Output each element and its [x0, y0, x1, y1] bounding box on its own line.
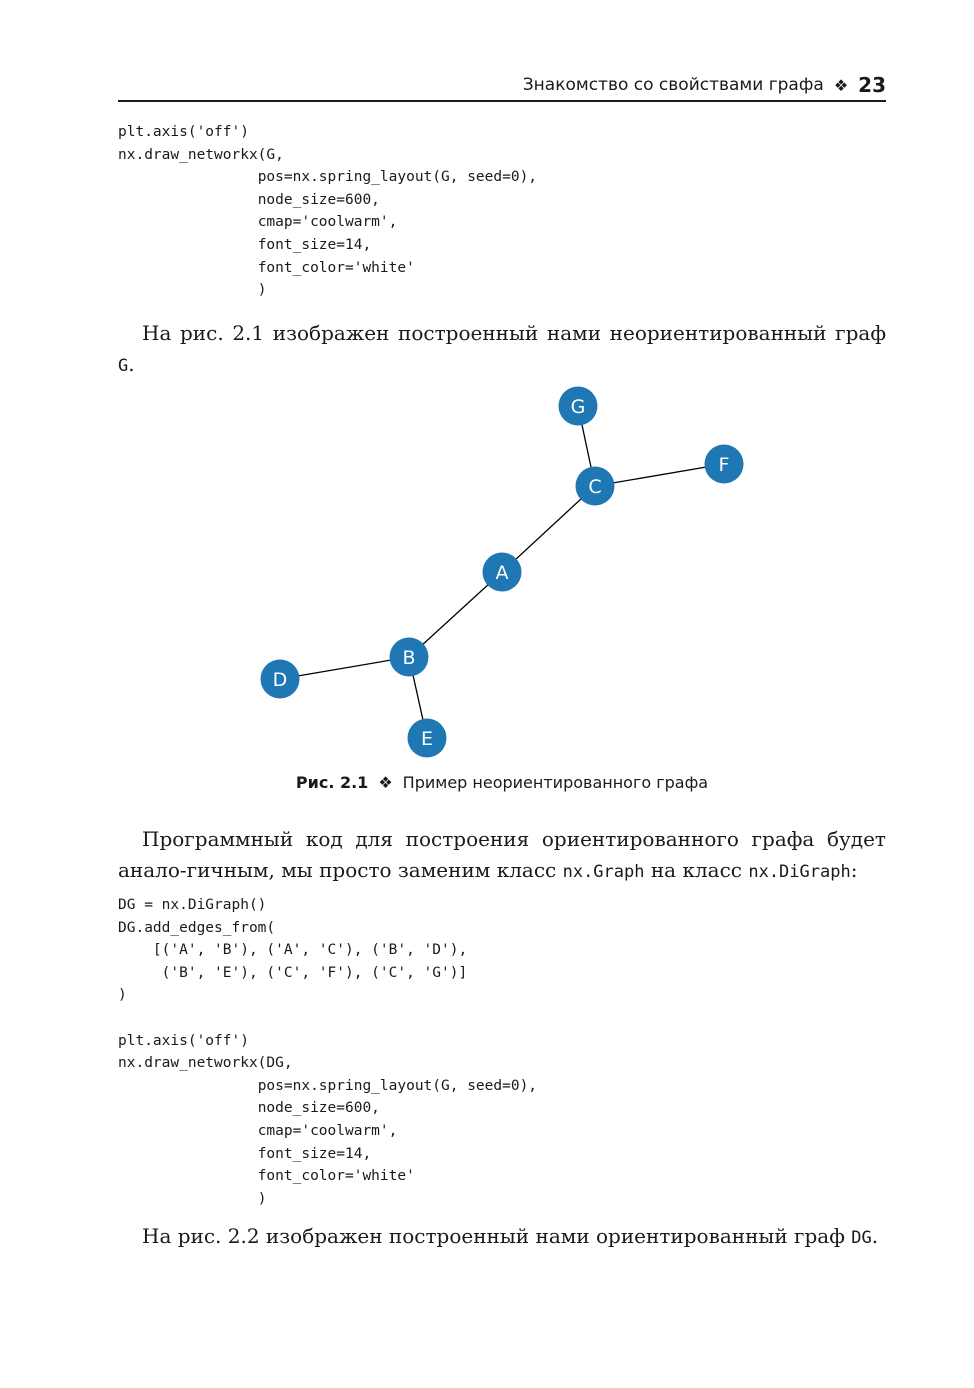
paragraph-3 — [118, 1221, 886, 1254]
node-label-C: C — [588, 476, 602, 498]
caption-separator: ❖ — [378, 773, 393, 792]
paragraph-1-text: На рис. 2.1 изображен построенный нами неориентированный граф — [142, 321, 886, 345]
paragraph-3-end: . — [871, 1224, 879, 1248]
code1-line6: font_size=14, — [257, 236, 372, 253]
code2-line11: font_size=14, — [257, 1145, 372, 1162]
node-label-A: A — [495, 562, 509, 584]
code1-line3: pos=nx.spring_layout(G, seed=0), — [257, 169, 538, 186]
page-number: 23 — [858, 73, 886, 97]
code2-line1: DG = nx.DiGraph() — [118, 897, 267, 913]
paragraph-2-text2: на класс — [644, 858, 749, 882]
code1-line5: cmap='coolwarm', — [257, 214, 398, 231]
paragraph-2-code1: nx.Graph — [562, 862, 645, 882]
node-label-F: F — [718, 454, 730, 476]
paragraph-2-end: : — [850, 858, 858, 882]
code2-line3: [('A', 'B'), ('A', 'C'), ('B', 'D'), — [152, 942, 468, 959]
caption-text: Пример неориентированного графа — [402, 773, 709, 792]
paragraph-1-end: . — [128, 352, 135, 376]
header-title: Знакомство со свойствами графа — [522, 75, 824, 95]
header-separator: ❖ — [833, 75, 849, 95]
paragraph-3-code: DG — [851, 1228, 872, 1248]
code2-line6: plt.axis('off') — [118, 1032, 249, 1049]
code2-line2: DG.add_edges_from( — [118, 919, 276, 936]
code2-line5: ) — [118, 987, 127, 1004]
caption-label: Рис. 2.1 — [295, 773, 369, 792]
paragraph-3-text: На рис. 2.2 изображен построенный нами ориентированный граф — [142, 1224, 852, 1248]
code2-line10: cmap='coolwarm', — [257, 1122, 398, 1139]
code2-line9: node_size=600, — [257, 1100, 380, 1117]
code2-line8: pos=nx.spring_layout(G, seed=0), — [257, 1077, 538, 1094]
figure-caption — [118, 773, 886, 792]
node-label-B: B — [402, 647, 416, 669]
edge-C-F — [595, 464, 724, 486]
graph-nodes — [261, 387, 744, 758]
paragraph-2-text1: Программный код для построения ориентированного графа будет анало-гичным, мы просто заменим класс — [118, 827, 886, 882]
node-label-D: D — [272, 669, 288, 691]
code1-line7: font_color='white' — [257, 259, 415, 276]
paragraph-1-code: G — [118, 356, 129, 376]
code1-line8: ) — [257, 282, 267, 299]
paragraph-2-code2: nx.DiGraph — [748, 862, 851, 882]
node-label-E: E — [420, 728, 434, 750]
code1-line4: node_size=600, — [257, 191, 380, 208]
edge-B-D — [280, 657, 409, 679]
code2-line12: font_color='white' — [257, 1168, 415, 1185]
code2-line7: nx.draw_networkx(DG, — [118, 1055, 293, 1072]
code1-line2: nx.draw_networkx(G, — [118, 146, 284, 163]
paragraph-2 — [118, 824, 886, 888]
code2-line13: ) — [257, 1190, 267, 1207]
code-block-2 — [118, 894, 537, 1210]
code2-line4: ('B', 'E'), ('C', 'F'), ('C', 'G')] — [161, 964, 468, 981]
code1-line1: plt.axis('off') — [118, 124, 249, 140]
node-label-G: G — [570, 396, 586, 418]
